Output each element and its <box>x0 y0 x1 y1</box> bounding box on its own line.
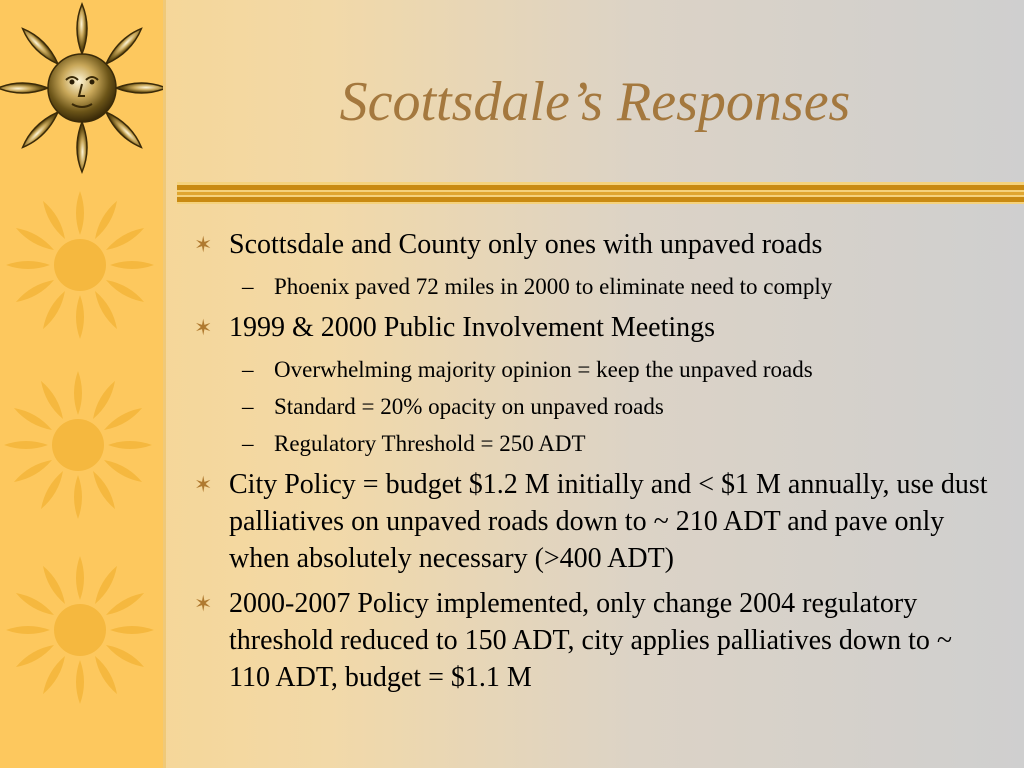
sidebar-edge <box>163 0 166 768</box>
star-bullet-icon: ✶ <box>194 232 213 257</box>
title-divider <box>177 182 1024 204</box>
star-bullet-icon: ✶ <box>194 591 213 616</box>
bullet-text: City Policy = budget $1.2 M initially and < $1 M annually, use dust palliatives on unpaved roads down to ~ 210 ADT and pave only when absolutely necessary (>400 ADT) <box>229 469 988 574</box>
sun-face-icon <box>0 4 163 172</box>
bullet-item <box>194 585 994 696</box>
star-bullet-icon: ✶ <box>194 315 213 340</box>
bullet-item <box>194 466 994 577</box>
sun-icon <box>6 191 154 339</box>
sun-icon <box>6 556 154 704</box>
sub-bullet-item <box>194 268 994 305</box>
dash-bullet-icon: – <box>242 357 254 382</box>
sub-bullet-text: Phoenix paved 72 miles in 2000 to eliminate need to comply <box>274 274 833 299</box>
dash-bullet-icon: – <box>242 431 254 456</box>
slide-title: Scottsdale’s Responses <box>339 71 851 133</box>
bullet-text: Scottsdale and County only ones with unpaved roads <box>229 229 823 260</box>
dash-bullet-icon: – <box>242 274 254 299</box>
bullet-item <box>194 226 994 263</box>
sun-pattern <box>0 0 163 768</box>
sub-bullet-text: Overwhelming majority opinion = keep the unpaved roads <box>274 357 813 382</box>
sun-icon <box>4 371 152 519</box>
sub-bullet-text: Standard = 20% opacity on unpaved roads <box>274 394 664 419</box>
slide-body <box>194 226 994 701</box>
bullet-text: 2000-2007 Policy implemented, only change 2004 regulatory threshold reduced to 150 ADT, city applies palliatives down to ~ 110 ADT, budget = $1.1 M <box>229 588 953 693</box>
sub-bullet-text: Regulatory Threshold = 250 ADT <box>274 431 586 456</box>
sub-bullet-item <box>194 351 994 388</box>
sub-bullet-item <box>194 425 994 462</box>
sub-bullet-item <box>194 388 994 425</box>
bullet-text: 1999 & 2000 Public Involvement Meetings <box>229 312 716 343</box>
decorative-sidebar <box>0 0 163 768</box>
star-bullet-icon: ✶ <box>194 472 213 497</box>
dash-bullet-icon: – <box>242 394 254 419</box>
bullet-item <box>194 309 994 346</box>
